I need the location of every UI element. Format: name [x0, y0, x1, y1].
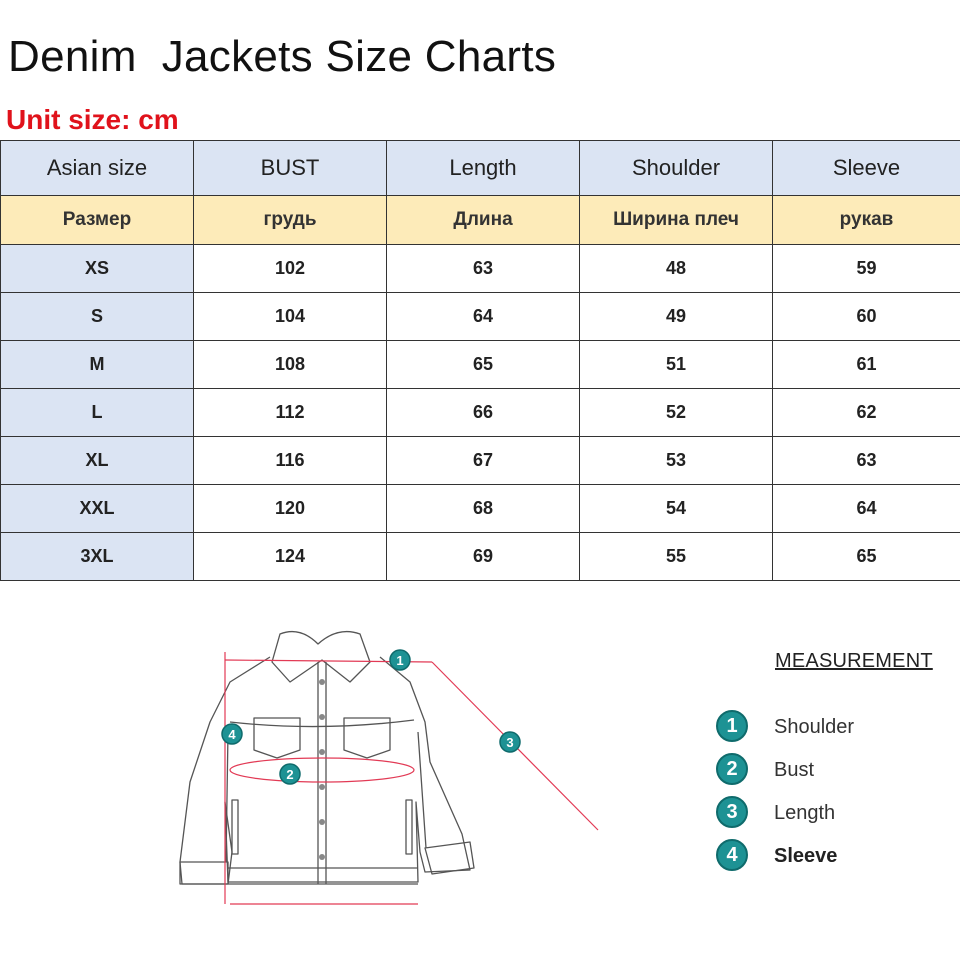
marker-3-label: 3: [506, 735, 514, 750]
header-cell: BUST: [194, 141, 387, 196]
right-cuff: [425, 842, 474, 874]
size-cell: XXL: [1, 485, 194, 533]
length-cell: 65: [387, 341, 580, 389]
page-title: Denim Jackets Size Charts: [8, 32, 557, 81]
shoulder-cell: 53: [580, 437, 773, 485]
sleeve-cell: 59: [773, 245, 960, 293]
legend-item-sleeve: [712, 839, 952, 873]
legend-badge: 3: [716, 796, 748, 828]
sleeve-cell: 62: [773, 389, 960, 437]
header-cell-ru: Размер: [1, 196, 194, 245]
length-cell: 66: [387, 389, 580, 437]
bust-cell: 104: [194, 293, 387, 341]
table-row: [1, 389, 960, 437]
marker-2-label: 2: [286, 767, 294, 782]
table-row: [1, 293, 960, 341]
shoulder-cell: 51: [580, 341, 773, 389]
bust-cell: 108: [194, 341, 387, 389]
size-cell: XL: [1, 437, 194, 485]
size-cell: M: [1, 341, 194, 389]
table-row: [1, 485, 960, 533]
header-cell: Length: [387, 141, 580, 196]
table-row: [1, 245, 960, 293]
bust-line: [230, 758, 414, 782]
shoulder-cell: 52: [580, 389, 773, 437]
size-cell: XS: [1, 245, 194, 293]
table-row: [1, 533, 960, 581]
legend-label: Length: [774, 802, 836, 824]
legend-label: Shoulder: [774, 716, 855, 738]
legend-item-bust: [712, 753, 952, 787]
length-cell: 68: [387, 485, 580, 533]
legend-badge: 2: [716, 753, 748, 785]
marker-1-label: 1: [396, 653, 404, 668]
legend-title: MEASUREMENT: [775, 650, 933, 672]
legend-label: Sleeve: [774, 845, 838, 867]
legend-item-shoulder: [712, 710, 952, 744]
sleeve-cell: 64: [773, 485, 960, 533]
sleeve-cell: 63: [773, 437, 960, 485]
header-cell: Asian size: [1, 141, 194, 196]
header-cell-ru: Длина: [387, 196, 580, 245]
jacket-buttons: [319, 679, 325, 860]
left-cuff: [180, 862, 228, 884]
jacket-outline: [180, 657, 470, 884]
jacket-diagram: [170, 622, 610, 912]
jacket-collar: [272, 632, 370, 682]
header-cell-ru: рукав: [773, 196, 960, 245]
size-cell: 3XL: [1, 533, 194, 581]
shoulder-cell: 54: [580, 485, 773, 533]
bust-cell: 124: [194, 533, 387, 581]
unit-label: Unit size: cm: [6, 104, 179, 135]
left-chest-pocket: [254, 718, 300, 758]
header-cell-ru: грудь: [194, 196, 387, 245]
legend-label: Bust: [774, 759, 815, 781]
legend-item-length: [712, 796, 952, 830]
length-cell: 69: [387, 533, 580, 581]
diagram-markers: [222, 650, 520, 784]
header-cell: Sleeve: [773, 141, 960, 196]
sleeve-cell: 65: [773, 533, 960, 581]
sleeve-cell: 61: [773, 341, 960, 389]
table-row: [1, 437, 960, 485]
header-cell-ru: Ширина плеч: [580, 196, 773, 245]
right-side-pocket: [406, 800, 412, 854]
length-cell: 64: [387, 293, 580, 341]
marker-4-label: 4: [228, 727, 236, 742]
length-cell: 67: [387, 437, 580, 485]
shoulder-cell: 55: [580, 533, 773, 581]
header-row: [1, 141, 960, 196]
size-chart-table: [0, 140, 960, 581]
legend-badge: 4: [716, 839, 748, 871]
header-row-russian: [1, 196, 960, 245]
bust-cell: 102: [194, 245, 387, 293]
left-side-pocket: [232, 800, 238, 854]
header-cell: Shoulder: [580, 141, 773, 196]
bust-cell: 116: [194, 437, 387, 485]
table-row: [1, 341, 960, 389]
size-cell: L: [1, 389, 194, 437]
shoulder-cell: 49: [580, 293, 773, 341]
jacket-yoke: [230, 720, 414, 727]
bust-cell: 120: [194, 485, 387, 533]
bust-cell: 112: [194, 389, 387, 437]
shoulder-cell: 48: [580, 245, 773, 293]
jacket-placket: [318, 662, 326, 884]
legend-badge: 1: [716, 710, 748, 742]
length-cell: 63: [387, 245, 580, 293]
sleeve-cell: 60: [773, 293, 960, 341]
size-cell: S: [1, 293, 194, 341]
